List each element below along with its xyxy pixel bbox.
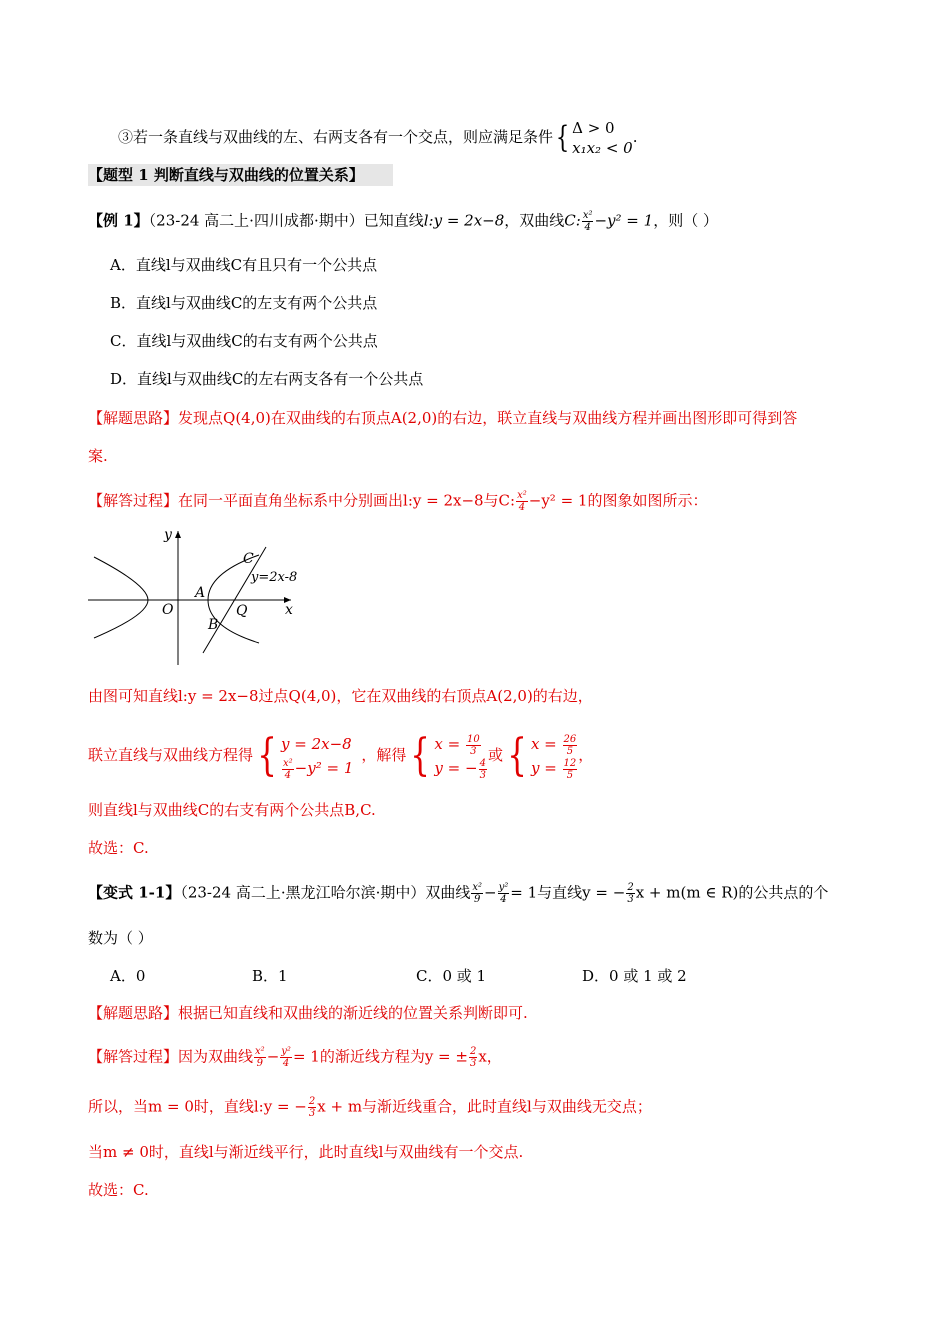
y-label: y [164, 527, 172, 543]
variant1-idea-label: 【解题思路】 [88, 1004, 179, 1022]
solution-2 [531, 732, 578, 780]
step2-end: ， [578, 746, 594, 764]
variant1-text-b: = 1与直线y = − [510, 883, 626, 902]
frac-den: 3 [469, 1058, 477, 1069]
frac-num: x² [472, 882, 483, 893]
variant1-process-a: 因为双曲线 [178, 1047, 254, 1066]
frac-den: 3 [627, 894, 634, 905]
sol-pre: x = [434, 735, 465, 753]
solution-2-x [531, 732, 578, 756]
frac-den: 4 [584, 222, 591, 233]
brace-icon: { [410, 730, 431, 781]
variant1-option-c: C．0 或 1 [416, 967, 487, 985]
frac-num: x² [283, 757, 293, 769]
example1-label: 【例 1】 [88, 211, 149, 230]
minus: − [484, 883, 497, 902]
example1-option-a: A．直线l与双曲线C有且只有一个公共点 [110, 256, 378, 274]
line-label: y=2x-8 [251, 570, 298, 585]
example1-source: （23-24 高二上·四川成都·期中）已知直线 [148, 211, 424, 230]
example1-step1: 由图可知直线l:y = 2x−8过点Q(4,0)，它在双曲线的右顶点A(2,0)的右边， [88, 687, 593, 705]
variant1-stem [88, 882, 828, 905]
sol-frac [563, 758, 578, 781]
o-label: O [162, 602, 174, 618]
step2-pre: 联立直线与双曲线方程得 [88, 746, 254, 764]
c-label: C [243, 551, 254, 567]
example1-process-frac [516, 490, 528, 513]
example1-option-b: B．直线l与双曲线C的左支有两个公共点 [110, 294, 378, 312]
frac-den: 9 [256, 1058, 264, 1069]
variant1-option-b: B．1 [252, 967, 288, 985]
example1-process-b: −y² = 1的图象如图所示： [528, 491, 708, 510]
example1-answer: 故选：C. [88, 839, 149, 857]
frac-num: 4 [479, 757, 486, 769]
solution-1-y [434, 756, 488, 780]
variant1-stem-cont: 数为（ ） [88, 929, 153, 947]
frac-den: 5 [566, 745, 574, 757]
frac-num: 2 [627, 882, 634, 893]
system-frac [282, 758, 294, 781]
system-equations [281, 732, 353, 780]
example1-idea [88, 408, 797, 428]
frac-num: x² [255, 1046, 265, 1057]
frac-den: 4 [282, 1058, 290, 1069]
example1-curve-frac [582, 210, 594, 233]
example1-idea-label: 【解题思路】 [88, 409, 179, 427]
example1-idea-text-1: 发现点Q(4,0)在双曲线的右顶点A(2,0)的右边，联立直线与双曲线方程并画出图形即可得到答 [178, 409, 798, 427]
brace-icon: { [257, 730, 277, 781]
variant1-option-d: D．0 或 1 或 2 [582, 967, 687, 985]
brace-icon: { [507, 730, 527, 781]
brace-icon: { [555, 120, 570, 155]
frac-num: y² [498, 882, 509, 893]
condition-2: x₁x₂ < 0 [572, 139, 633, 157]
hyperbola-figure [86, 525, 316, 670]
example1-option-d: D．直线l与双曲线C的左右两支各有一个公共点 [110, 370, 424, 388]
frac-den: 3 [308, 1108, 316, 1119]
example1-process-label: 【解答过程】 [88, 491, 179, 510]
solution-1 [434, 732, 488, 780]
variant1-step1-b: x + m与渐近线重合，此时直线l与双曲线无交点； [317, 1097, 652, 1116]
frac-num: y² [281, 1046, 291, 1057]
b-label: B [208, 617, 219, 633]
frac-den: 5 [566, 769, 574, 781]
frac-num: 26 [563, 733, 577, 745]
variant1-step2: 当m ≠ 0时，直线l与渐近线平行，此时直线l与双曲线有一个交点. [88, 1143, 524, 1161]
example1-step3: 则直线l与双曲线C的右支有两个公共点B,C. [88, 801, 376, 819]
frac-den: 3 [479, 769, 486, 781]
frac-den: 4 [500, 894, 507, 905]
example1-idea-cont: 案. [88, 447, 108, 465]
condition-1: Δ > 0 [572, 119, 615, 137]
x-label: x [285, 602, 293, 618]
q-label: Q [236, 603, 248, 619]
frac-den: 4 [518, 502, 526, 513]
frac-den: 3 [470, 745, 477, 757]
variant1-process-frac-3 [469, 1046, 477, 1069]
example1-tail: ，则（ ） [653, 211, 718, 230]
variant1-step1-a: 所以，当m = 0时，直线l:y = − [88, 1097, 307, 1116]
condition-end: . [632, 128, 638, 146]
example1-step2 [88, 730, 593, 780]
sol-pre: y = − [434, 759, 478, 777]
variant1-frac-2 [498, 882, 510, 905]
variant1-process-frac-1 [254, 1046, 266, 1069]
sol-pre: y = [530, 759, 562, 777]
example1-stem [88, 210, 718, 233]
variant1-step1-frac [308, 1096, 316, 1119]
variant1-label: 【变式 1-1】 [88, 883, 181, 902]
example1-mid: ，双曲线 [504, 211, 565, 230]
variant1-process [88, 1046, 502, 1069]
left-branch [94, 557, 148, 638]
example1-process [88, 490, 707, 513]
variant1-process-label: 【解答过程】 [88, 1047, 179, 1066]
variant1-frac-1 [471, 882, 483, 905]
system-row-1: y = 2x−8 [281, 735, 352, 753]
variant1-process-b: = 1的渐近线方程为y = ± [292, 1047, 468, 1066]
frac-num: x² [517, 490, 527, 501]
variant1-step1 [88, 1096, 652, 1119]
condition-system [572, 118, 633, 158]
example1-curve-pre: C: [564, 211, 581, 230]
frac-den: 4 [284, 769, 292, 781]
example1-process-a: 在同一平面直角坐标系中分别画出l:y = 2x−8与C: [178, 491, 516, 510]
variant1-text-a: （23-24 高二上·黑龙江哈尔滨·期中）双曲线 [180, 883, 471, 902]
solution-1-x [434, 732, 488, 756]
frac-num: 10 [466, 733, 480, 745]
top-condition-text: ③若一条直线与双曲线的左、右两支各有一个交点，则应满足条件 [118, 128, 554, 146]
variant1-option-a: A．0 [110, 967, 146, 985]
a-label: A [195, 585, 206, 601]
frac-den: 9 [474, 894, 481, 905]
frac-num: 2 [469, 1046, 477, 1057]
example1-line-eq: l:y = 2x−8 [423, 211, 505, 230]
system-row-2 [281, 756, 353, 780]
top-condition [118, 118, 637, 158]
sol-frac [466, 734, 481, 757]
variant1-process-c: x， [478, 1047, 502, 1066]
section-title: 【题型 1 判断直线与双曲线的位置关系】 [88, 164, 393, 186]
variant1-process-frac-2 [280, 1046, 292, 1069]
variant1-answer: 故选：C. [88, 1181, 149, 1199]
solution-2-y [531, 756, 578, 780]
step2-mid: ，解得 [361, 746, 407, 764]
sol-pre: x = [530, 735, 562, 753]
example1-curve-post: −y² = 1 [594, 211, 654, 230]
variant1-idea-text: 根据已知直线和双曲线的渐近线的位置关系判断即可. [178, 1004, 528, 1022]
minus: − [266, 1047, 280, 1066]
y-axis-arrow-icon [175, 531, 181, 538]
sol-frac [563, 734, 578, 757]
system-row-2-post: −y² = 1 [294, 759, 354, 777]
variant1-frac-3 [626, 882, 634, 905]
frac-num: x² [582, 210, 593, 221]
or-text: 或 [487, 746, 503, 764]
frac-num: 2 [308, 1096, 316, 1107]
example1-option-c: C．直线l与双曲线C的右支有两个公共点 [110, 332, 378, 350]
variant1-text-c: x + m(m ∈ R)的公共点的个 [635, 883, 829, 902]
sol-frac [479, 758, 487, 781]
frac-num: 12 [563, 757, 577, 769]
variant1-idea [88, 1003, 528, 1023]
